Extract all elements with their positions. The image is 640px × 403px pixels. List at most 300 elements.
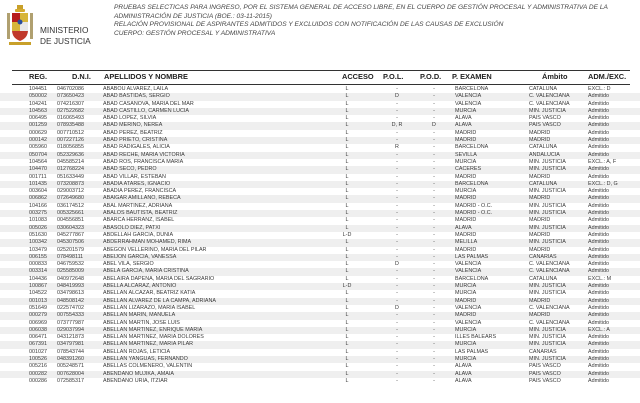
cell-adm: Admitido xyxy=(588,377,609,384)
cell-pol: - xyxy=(396,195,398,202)
cell-examen: MADRID xyxy=(455,246,477,253)
cell-pol: - xyxy=(396,319,398,326)
cell-dni: 007710512 xyxy=(57,129,84,136)
cell-adm: Admitido xyxy=(588,210,609,217)
table-row xyxy=(0,101,640,108)
cell-pol: - xyxy=(396,239,398,246)
table-row xyxy=(0,166,640,173)
cell-reg: 006862 xyxy=(29,195,47,202)
cell-adm: Admitido xyxy=(588,370,609,377)
cell-acceso: L xyxy=(345,210,349,217)
cell-dni: 078543744 xyxy=(57,348,84,355)
cell-dni: 048391260 xyxy=(57,355,84,362)
header-rule-top xyxy=(12,70,630,71)
cell-examen: BARCELONA xyxy=(455,275,489,282)
cell-reg: 101083 xyxy=(29,217,47,224)
cell-examen: VALENCIA xyxy=(455,268,482,275)
cell-pol: - xyxy=(396,173,398,180)
cell-reg: 000629 xyxy=(29,129,47,136)
cell-examen: ALAVA xyxy=(455,370,472,377)
cell-pol: - xyxy=(396,363,398,370)
cell-pod: - xyxy=(433,290,435,297)
table-row xyxy=(0,290,640,297)
document-header xyxy=(0,0,640,68)
column-acceso: ACCESO xyxy=(342,72,374,81)
cell-pol: - xyxy=(396,217,398,224)
cell-dni: 018056855 xyxy=(57,144,84,151)
cell-adm: Admitido xyxy=(588,151,609,158)
cell-acceso: L xyxy=(345,326,349,333)
coat-of-arms-icon xyxy=(6,4,34,48)
cell-name: ABENDAÑO MUJIKA, AMAIA xyxy=(103,370,174,377)
cell-pod: - xyxy=(433,137,435,144)
cell-reg: 100342 xyxy=(29,239,47,246)
cell-acceso: L xyxy=(345,158,349,165)
cell-reg: 104563 xyxy=(29,107,47,114)
cell-pol: - xyxy=(396,268,398,275)
cell-adm: Admitido xyxy=(588,297,609,304)
cell-examen: MADRID xyxy=(455,137,477,144)
cell-pol: D, R xyxy=(391,122,403,129)
cell-adm: Admitido xyxy=(588,246,609,253)
cell-dni: 051633449 xyxy=(57,173,84,180)
cell-examen: MURCIA xyxy=(455,355,477,362)
table-body xyxy=(0,86,640,385)
header-rule-bottom xyxy=(12,84,630,85)
cell-adm: Admitido xyxy=(588,173,609,180)
cell-acceso: L xyxy=(345,246,349,253)
cell-dni: 030604323 xyxy=(57,224,84,231)
cell-acceso: L xyxy=(345,86,349,92)
cell-pol: D xyxy=(395,261,399,268)
cell-ambito: MIN. JUSTICIA xyxy=(529,224,566,231)
cell-ambito: MIN. JUSTICIA xyxy=(529,290,566,297)
cell-ambito: CATALUÑA xyxy=(529,180,557,187)
cell-reg: 001027 xyxy=(29,348,47,355)
cell-pod: - xyxy=(433,377,435,384)
cell-acceso: L xyxy=(345,188,349,195)
table-row xyxy=(0,93,640,100)
cell-acceso: L xyxy=(345,137,349,144)
cell-name: ABELLAS COLMENERO, VALENTIN xyxy=(103,363,193,370)
cell-examen: MADRID xyxy=(455,129,477,136)
cell-examen: LAS PALMAS xyxy=(455,348,489,355)
cell-acceso: L xyxy=(345,275,349,282)
cell-name: ABELLAN ALVAREZ DE LA CAMPA, ADRIANA xyxy=(103,297,216,304)
cell-pol: - xyxy=(396,86,398,92)
cell-adm: Admitido xyxy=(588,107,609,114)
cell-acceso: L xyxy=(345,129,349,136)
column-dni: D.N.I. xyxy=(72,72,91,81)
cell-pol: R xyxy=(395,144,399,151)
table-row xyxy=(0,188,640,195)
cell-acceso: L xyxy=(345,93,349,100)
cell-pol: - xyxy=(396,188,398,195)
table-row xyxy=(0,115,640,122)
cell-ambito: PAIS VASCO xyxy=(529,370,561,377)
cell-dni: 045277867 xyxy=(57,231,84,238)
cell-acceso: L xyxy=(345,297,349,304)
cell-reg: 104564 xyxy=(29,158,47,165)
table-row xyxy=(0,239,640,246)
table-row xyxy=(0,298,640,305)
cell-name: ABAD LOPEZ, SILVIA xyxy=(103,115,157,122)
table-row xyxy=(0,144,640,151)
cell-acceso: L xyxy=(345,355,349,362)
cell-pol: - xyxy=(396,137,398,144)
cell-adm: EXCL.: D, G xyxy=(588,180,618,187)
cell-adm: Admitido xyxy=(588,239,609,246)
cell-pod: - xyxy=(433,370,435,377)
cell-pod: - xyxy=(433,231,435,238)
cell-ambito: MIN. JUSTICIA xyxy=(529,283,566,290)
cell-pod: - xyxy=(433,275,435,282)
table-row xyxy=(0,334,640,341)
cell-reg: 003314 xyxy=(29,268,47,275)
cell-pod: - xyxy=(433,283,435,290)
cell-ambito: MADRID xyxy=(529,129,551,136)
cell-adm: Admitido xyxy=(588,129,609,136)
table-row xyxy=(0,86,640,93)
cell-reg: 051630 xyxy=(29,231,47,238)
cell-reg: 000142 xyxy=(29,137,47,144)
cell-dni: 005325661 xyxy=(57,210,84,217)
cell-reg: 006969 xyxy=(29,319,47,326)
cell-adm: Admitido xyxy=(588,195,609,202)
cell-reg: 006471 xyxy=(29,334,47,341)
cell-dni: 036174512 xyxy=(57,202,84,209)
cell-name: ABELLAN ALCAZAR, BEATRIZ KATIA xyxy=(103,290,196,297)
cell-name: ABELLAN LIZARAZO, MARIA ISABEL xyxy=(103,304,196,311)
cell-reg: 005026 xyxy=(29,224,47,231)
cell-acceso: L xyxy=(345,377,349,384)
cell-pol: - xyxy=(396,158,398,165)
cell-pod: - xyxy=(433,297,435,304)
cell-examen: MADRID xyxy=(455,195,477,202)
table-row xyxy=(0,268,640,275)
cell-name: ABAD CASTILLO, CARMEN LUCIA xyxy=(103,107,189,114)
table-row xyxy=(0,247,640,254)
cell-ambito: C. VALENCIANA xyxy=(529,304,570,311)
cell-examen: ALAVA xyxy=(455,363,472,370)
title-line-3: RELACIÓN PROVISIONAL DE ASPIRANTES ADMITIDOS Y EXCLUIDOS CON NOTIFICACIÓN DE LAS CAUSAS DE EXCLUSIÓN xyxy=(114,21,504,29)
cell-adm: EXCL.: A xyxy=(588,326,610,333)
cell-examen: ALAVA xyxy=(455,377,472,384)
cell-name: ABAD SECO, PEDRO xyxy=(103,166,157,173)
cell-pod: - xyxy=(433,355,435,362)
cell-dni: 007554333 xyxy=(57,312,84,319)
cell-examen: BARCELONA xyxy=(455,180,489,187)
cell-name: ABALOS BAUTISTA, BEATRIZ xyxy=(103,210,178,217)
cell-dni: 045307506 xyxy=(57,239,84,246)
cell-dni: 029037994 xyxy=(57,326,84,333)
cell-acceso: L xyxy=(345,363,349,370)
cell-reg: 104436 xyxy=(29,275,47,282)
cell-acceso: L xyxy=(345,180,349,187)
cell-reg: 001711 xyxy=(29,173,47,180)
cell-acceso: L xyxy=(345,100,349,107)
table-row xyxy=(0,181,640,188)
cell-examen: MURCIA xyxy=(455,326,477,333)
cell-examen: VALENCIA xyxy=(455,100,482,107)
column-name: APELLIDOS Y NOMBRE xyxy=(104,72,188,81)
cell-pod: - xyxy=(433,326,435,333)
cell-reg: 050002 xyxy=(29,93,47,100)
ministry-name xyxy=(40,25,91,46)
cell-adm: EXCL.: A, F xyxy=(588,158,617,165)
cell-reg: 003275 xyxy=(29,210,47,217)
cell-reg: 005960 xyxy=(29,144,47,151)
cell-dni: 072649680 xyxy=(57,195,84,202)
table-row xyxy=(0,152,640,159)
cell-ambito: MADRID xyxy=(529,195,551,202)
cell-acceso: L xyxy=(345,217,349,224)
cell-acceso: L xyxy=(345,239,349,246)
cell-name: ABELLAN MARTIN, JOSE LUIS xyxy=(103,319,180,326)
cell-name: ABELLAN MARTINEZ, ENRIQUE MARIA xyxy=(103,326,203,333)
cell-name: ABELLAN MARTINEZ, MARIA DOLORES xyxy=(103,334,204,341)
table-row xyxy=(0,363,640,370)
column-pol: P.O.L. xyxy=(383,72,404,81)
cell-ambito: MIN. JUSTICIA xyxy=(529,107,566,114)
table-row xyxy=(0,203,640,210)
cell-name: ABAD BASTIDAS, SERGIO xyxy=(103,93,170,100)
cell-examen: MADRID xyxy=(455,231,477,238)
cell-pod: D xyxy=(432,122,436,129)
cell-acceso: L xyxy=(345,304,349,311)
cell-dni: 052329636 xyxy=(57,151,84,158)
cell-ambito: CATALUÑA xyxy=(529,86,557,92)
cell-pol: - xyxy=(396,107,398,114)
cell-dni: 073650423 xyxy=(57,93,84,100)
cell-pod: - xyxy=(433,341,435,348)
cell-reg: 006038 xyxy=(29,326,47,333)
cell-pol: - xyxy=(396,115,398,122)
cell-dni: 022574702 xyxy=(57,304,84,311)
cell-adm: Admitido xyxy=(588,334,609,341)
cell-acceso: L xyxy=(345,115,349,122)
cell-examen: VALENCIA xyxy=(455,261,482,268)
cell-pod: - xyxy=(433,180,435,187)
cell-dni: 025585009 xyxy=(57,268,84,275)
cell-ambito: ANDALUCIA xyxy=(529,151,560,158)
cell-reg: 001259 xyxy=(29,122,47,129)
cell-name: ABELLAN ROJAS, LETICIA xyxy=(103,348,171,355)
cell-adm: Admitido xyxy=(588,290,609,297)
cell-reg: 006495 xyxy=(29,115,47,122)
cell-acceso: L xyxy=(345,107,349,114)
cell-reg: 000833 xyxy=(29,261,47,268)
cell-ambito: MADRID xyxy=(529,246,551,253)
cell-pol: - xyxy=(396,100,398,107)
cell-acceso: L xyxy=(345,290,349,297)
cell-examen: MURCIA xyxy=(455,158,477,165)
cell-name: ABAD RADIGALES, ALICIA xyxy=(103,144,170,151)
cell-ambito: MIN. JUSTICIA xyxy=(529,188,566,195)
cell-dni: 025201579 xyxy=(57,246,84,253)
cell-ambito: C. VALENCIANA xyxy=(529,319,570,326)
cell-pod: - xyxy=(433,151,435,158)
cell-examen: LAS PALMAS xyxy=(455,253,489,260)
cell-ambito: PAIS VASCO xyxy=(529,122,561,129)
cell-pod: - xyxy=(433,217,435,224)
cell-pol: - xyxy=(396,377,398,384)
cell-reg: 005216 xyxy=(29,363,47,370)
cell-name: ABAD VILLAR, ESTEBAN xyxy=(103,173,166,180)
cell-adm: Admitido xyxy=(588,312,609,319)
cell-adm: Admitido xyxy=(588,202,609,209)
cell-adm: Admitido xyxy=(588,348,609,355)
cell-pol: - xyxy=(396,370,398,377)
cell-dni: 072585317 xyxy=(57,377,84,384)
cell-acceso: L xyxy=(345,144,349,151)
cell-adm: Admitido xyxy=(588,304,609,311)
cell-examen: SEVILLA xyxy=(455,151,477,158)
cell-ambito: MIN. JUSTICIA xyxy=(529,166,566,173)
cell-name: ABAD MERINO, NEREA xyxy=(103,122,163,129)
cell-acceso: L xyxy=(345,195,349,202)
cell-reg: 104451 xyxy=(29,86,47,92)
cell-reg: 003604 xyxy=(29,188,47,195)
cell-pol: - xyxy=(396,151,398,158)
cell-reg: 100526 xyxy=(29,355,47,362)
cell-ambito: C. VALENCIANA xyxy=(529,93,570,100)
cell-reg: 104470 xyxy=(29,166,47,173)
cell-dni: 043121873 xyxy=(57,334,84,341)
cell-reg: 104241 xyxy=(29,100,47,107)
cell-ambito: C. VALENCIANA xyxy=(529,100,570,107)
cell-name: ABELLAN MARIN, MANUELA xyxy=(103,312,176,319)
cell-ambito: C. VALENCIANA xyxy=(529,268,570,275)
cell-adm: Admitido xyxy=(588,144,609,151)
cell-pol: D xyxy=(395,93,399,100)
cell-name: ABELAIRA DAPENA, MARIA DEL SAGRARIO xyxy=(103,275,215,282)
table-row xyxy=(0,210,640,217)
column-ambito: Ámbito xyxy=(542,72,568,81)
cell-acceso: L xyxy=(345,261,349,268)
ministry-line-2: DE JUSTICIA xyxy=(40,35,91,46)
cell-pod: - xyxy=(433,319,435,326)
cell-adm: EXCL.: M xyxy=(588,275,612,282)
table-row xyxy=(0,349,640,356)
table-row xyxy=(0,159,640,166)
cell-acceso: L-D xyxy=(342,283,352,290)
cell-pol: - xyxy=(396,312,398,319)
column-adm: ADM./EXC. xyxy=(588,72,627,81)
cell-reg: 051649 xyxy=(29,304,47,311)
cell-pod: - xyxy=(433,210,435,217)
cell-adm: Admitido xyxy=(588,283,609,290)
table-row xyxy=(0,122,640,129)
cell-pol: - xyxy=(396,348,398,355)
cell-pol: - xyxy=(396,180,398,187)
cell-pol: - xyxy=(396,275,398,282)
cell-examen: MURCIA xyxy=(455,107,477,114)
table-row xyxy=(0,320,640,327)
cell-adm: Admitido xyxy=(588,224,609,231)
cell-pol: - xyxy=(396,334,398,341)
cell-ambito: CATALUÑA xyxy=(529,275,557,282)
cell-name: ABASOLO DIEZ, PATXI xyxy=(103,224,161,231)
cell-name: ABENDAÑO URIA, ITZIAR xyxy=(103,377,168,384)
cell-dni: 034797981 xyxy=(57,341,84,348)
cell-adm: Admitido xyxy=(588,261,609,268)
cell-ambito: MADRID xyxy=(529,312,551,319)
table-row xyxy=(0,130,640,137)
cell-dni: 046702086 xyxy=(57,86,84,92)
cell-ambito: CANARIAS xyxy=(529,253,557,260)
table-row xyxy=(0,174,640,181)
cell-dni: 048508142 xyxy=(57,297,84,304)
cell-name: ABEL VILA, SERGIO xyxy=(103,261,154,268)
cell-examen: VALENCIA xyxy=(455,319,482,326)
cell-dni: 046759532 xyxy=(57,261,84,268)
cell-pol: D xyxy=(395,304,399,311)
cell-examen: ILLES BALEARS xyxy=(455,334,497,341)
cell-pod: - xyxy=(433,334,435,341)
cell-dni: 073777987 xyxy=(57,319,84,326)
table-row xyxy=(0,225,640,232)
cell-dni: 034798613 xyxy=(57,290,84,297)
cell-adm: Admitido xyxy=(588,217,609,224)
cell-pod: - xyxy=(433,239,435,246)
cell-pod: - xyxy=(433,166,435,173)
table-row xyxy=(0,217,640,224)
column-examen: P. EXAMEN xyxy=(452,72,492,81)
cell-pod: - xyxy=(433,158,435,165)
cell-reg: 104522 xyxy=(29,290,47,297)
cell-pol: - xyxy=(396,210,398,217)
cell-name: ABELLAN MARTINEZ, MARIA PILAR xyxy=(103,341,194,348)
cell-examen: MADRID - O.C. xyxy=(455,202,493,209)
cell-adm: Admitido xyxy=(588,231,609,238)
cell-ambito: PAIS VASCO xyxy=(529,363,561,370)
cell-pod: - xyxy=(433,115,435,122)
cell-ambito: PAIS VASCO xyxy=(529,377,561,384)
cell-pol: - xyxy=(396,253,398,260)
cell-name: ABELLA ALCARAZ, ANTONIO xyxy=(103,283,177,290)
cell-examen: MURCIA xyxy=(455,341,477,348)
cell-pod: - xyxy=(433,268,435,275)
cell-dni: 005248571 xyxy=(57,363,84,370)
table-row xyxy=(0,327,640,334)
cell-examen: VALENCIA xyxy=(455,304,482,311)
cell-reg: 006155 xyxy=(29,253,47,260)
table-row xyxy=(0,195,640,202)
table-row xyxy=(0,371,640,378)
cell-pol: - xyxy=(396,202,398,209)
cell-name: ABAIGAR AMILLANO, REBECA xyxy=(103,195,181,202)
cell-dni: 007628004 xyxy=(57,370,84,377)
cell-pod: - xyxy=(433,253,435,260)
table-row xyxy=(0,305,640,312)
cell-acceso: L xyxy=(345,341,349,348)
cell-pod: - xyxy=(433,188,435,195)
table-row xyxy=(0,341,640,348)
cell-pod: - xyxy=(433,100,435,107)
cell-examen: BARCELONA xyxy=(455,86,489,92)
column-pod: P.O.D. xyxy=(420,72,442,81)
cell-pol: - xyxy=(396,246,398,253)
cell-name: ABELLAN YANGUAS, FERNANDO xyxy=(103,355,188,362)
cell-reg: 104166 xyxy=(29,202,47,209)
table-row xyxy=(0,378,640,385)
table-row xyxy=(0,283,640,290)
cell-acceso: L xyxy=(345,202,349,209)
cell-pod: - xyxy=(433,348,435,355)
cell-name: ABDELLAH GARCIA, DUNIA xyxy=(103,231,174,238)
cell-ambito: MADRID xyxy=(529,217,551,224)
